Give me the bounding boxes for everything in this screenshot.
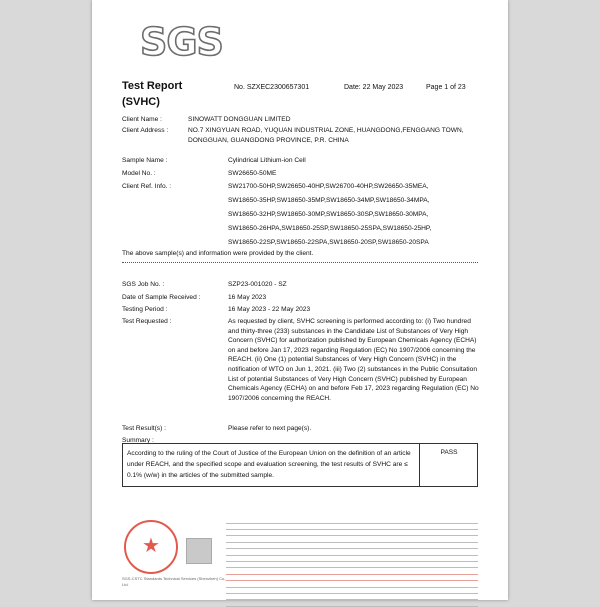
sample-note: The above sample(s) and information were provided by the client. [122, 250, 314, 257]
report-date: Date: 22 May 2023 [344, 84, 404, 91]
received-date: 16 May 2023 [228, 294, 267, 301]
sample-name-label: Sample Name : [122, 157, 168, 164]
report-number: No. SZXEC2300657301 [234, 84, 310, 91]
received-label: Date of Sample Received : [122, 294, 201, 301]
client-name: SINOWATT DONGGUAN LIMITED [188, 116, 291, 123]
report-footer [122, 518, 478, 598]
client-address: NO.7 XINGYUAN ROAD, YUQUAN INDUSTRIAL ZONE, HUANGDONG,FENGGANG TOWN, DONGGUAN, GUANGDONG PROVINCE, P.R. CHINA [188, 127, 464, 144]
summary-result-cell [419, 444, 478, 486]
client-ref-line: SW18650-22SP,SW18650-22SPA,SW18650-20SP,SW18650-20SPA [228, 239, 429, 246]
fine-print [226, 518, 478, 607]
test-results-label: Test Result(s) : [122, 425, 166, 432]
summary-text: According to the ruling of the Court of Justice of the European Union on the definition of an article under REACH, and the specified scope and evaluation screening, the test results of SVHC are ≤ 0.1% (w/w) in the articles of the submitted sample. [127, 450, 411, 479]
stamp-caption: SGS-CSTC Standards Technical Services (Shenzhen) Co., Ltd. [122, 576, 227, 587]
summary-result: PASS [440, 449, 458, 456]
client-address-label: Client Address : [122, 127, 169, 134]
model-no: SW26650-50ME [228, 170, 277, 177]
model-no-label: Model No. : [122, 170, 156, 177]
client-ref-label: Client Ref. Info. : [122, 183, 172, 190]
report-subtitle: (SVHC) [122, 96, 160, 108]
client-ref-line: SW21700-50HP,SW26650-40HP,SW26700-40HP,SW26650-35MEA, [228, 183, 429, 190]
job-no-label: SGS Job No. : [122, 281, 165, 288]
report-page [92, 0, 508, 600]
testing-period: 16 May 2023 - 22 May 2023 [228, 306, 311, 313]
test-results: Please refer to next page(s). [228, 425, 312, 432]
client-ref-line: SW18650-26HPA,SW18650-25SP,SW18650-25SPA,SW18650-25HP, [228, 225, 432, 232]
star-icon: ★ [142, 535, 160, 557]
summary-table [122, 443, 478, 487]
page-indicator: Page 1 of 23 [426, 84, 466, 91]
client-ref-line: SW18650-32HP,SW18650-30MP,SW18650-30SP,SW18650-30MPA, [228, 211, 429, 218]
test-requested-label: Test Requested : [122, 318, 172, 325]
summary-label: Summary : [122, 437, 154, 444]
sample-name: Cylindrical Lithium-ion Cell [228, 157, 306, 164]
testing-period-label: Testing Period : [122, 306, 168, 313]
report-title: Test Report [122, 80, 183, 92]
sgs-logo: SGS [140, 20, 223, 64]
official-stamp [124, 520, 178, 574]
section-divider [122, 262, 478, 263]
test-requested-text: As requested by client, SVHC screening is performed according to: (i) Two hundred and thirty-three (233) substances in the Candidate List of Substances of Very High Concern (SVHC) for authorization published by European Chemicals Agency (ECHA) on and before Jan 17, 2023 regarding Regulation (EC) No 1907/2006 concerning the REACH. (ii) One (1) potential Substances of Very High Concern (SVHC) in the notification of WTO on Jun 1, 2021. (iii) Two (2) substances in the Public Consultation List of potential Substances of Very High Concern (SVHC) published by European Chemicals Agency (ECHA) on and before Feb 17, 2023 regarding Regulation (EC) No 1907/2006 concerning the REACH. [228, 318, 479, 402]
client-name-label: Client Name : [122, 116, 162, 123]
job-no: SZP23-001020 - SZ [228, 281, 287, 288]
client-ref-line: SW18650-35HP,SW18650-35MP,SW18650-34MP,SW18650-34MPA, [228, 197, 430, 204]
qr-code-icon [186, 538, 212, 564]
